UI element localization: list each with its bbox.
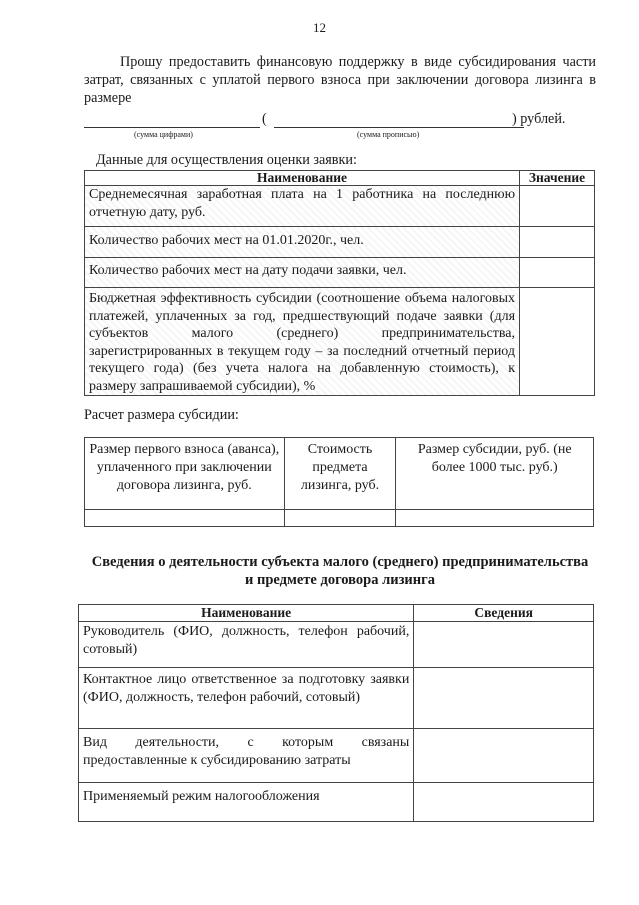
subsidy-amount-cell[interactable] — [396, 510, 594, 527]
section-title-line-1: Сведения о деятельности субъекта малого (среднего) предпринимательства — [91, 554, 589, 570]
details-cell[interactable] — [414, 622, 594, 668]
open-paren: ( — [262, 111, 267, 127]
row-label: Количество рабочих мест на дату подачи заявки, чел. — [85, 258, 520, 288]
row-label: Применяемый режим налогообложения — [79, 783, 414, 822]
table-row — [85, 186, 595, 227]
row-label: Руководитель (ФИО, должность, телефон рабочий, сотовый) — [79, 622, 414, 668]
header-first-payment: Размер первого взноса (аванса), уплаченного при заключении договора лизинга, руб. — [85, 438, 285, 510]
amount-words-label: (сумма прописью) — [357, 130, 420, 139]
value-cell[interactable] — [520, 186, 595, 227]
table-row — [85, 258, 595, 288]
calculation-caption: Расчет размера субсидии: — [84, 407, 239, 423]
first-payment-cell[interactable] — [85, 510, 285, 527]
header-lease-cost: Стоимость предмета лизинга, руб. — [284, 438, 396, 510]
header-name: Наименование — [79, 605, 414, 622]
table-row — [85, 288, 595, 396]
row-label: Контактное лицо ответственное за подготовку заявки (ФИО, должность, телефон рабочий, сотовый) — [79, 668, 414, 729]
amount-digits-label: (сумма цифрами) — [134, 130, 193, 139]
row-label: Вид деятельности, с которым связаны предоставленные к субсидированию затраты — [79, 729, 414, 783]
details-cell[interactable] — [414, 668, 594, 729]
evaluation-caption: Данные для осуществления оценки заявки: — [96, 152, 357, 168]
row-label: Бюджетная эффективность субсидии (соотношение объема налоговых платежей, уплаченных за год, предшествующий подаче заявки (для субъектов малого (среднего) предпринимательства, зарегистрированных в текущем году – за последний отчетный период текущего года) (без учета налога на добавленную стоимость), к размеру запрашиваемой субсидии), % — [85, 288, 520, 396]
table-row — [79, 783, 594, 822]
amount-line — [84, 110, 596, 130]
value-cell[interactable] — [520, 288, 595, 396]
table-row — [79, 668, 594, 729]
value-cell[interactable] — [520, 258, 595, 288]
table-header-row — [85, 171, 595, 186]
header-value: Значение — [520, 171, 595, 186]
info-table — [78, 604, 594, 822]
header-name: Наименование — [85, 171, 520, 186]
section-title-line-2: и предмете договора лизинга — [245, 572, 435, 588]
table-row — [85, 510, 594, 527]
page-number: 12 — [313, 20, 326, 35]
request-paragraph — [84, 53, 596, 107]
table-header-row — [85, 438, 594, 510]
header-details: Сведения — [414, 605, 594, 622]
amount-digits-field[interactable] — [84, 127, 260, 128]
value-cell[interactable] — [520, 227, 595, 258]
calculation-table — [84, 437, 594, 527]
details-cell[interactable] — [414, 729, 594, 783]
currency-label: ) рублей. — [512, 111, 566, 127]
amount-words-field[interactable] — [274, 127, 524, 128]
header-subsidy-amount: Размер субсидии, руб. (не более 1000 тыс. руб.) — [396, 438, 594, 510]
section-title — [40, 553, 639, 589]
table-row — [85, 227, 595, 258]
table-row — [79, 729, 594, 783]
lease-cost-cell[interactable] — [284, 510, 396, 527]
table-header-row — [79, 605, 594, 622]
row-label: Среднемесячная заработная плата на 1 работника на последнюю отчетную дату, руб. — [85, 186, 520, 227]
table-row — [79, 622, 594, 668]
evaluation-table — [84, 170, 595, 396]
request-text: Прошу предоставить финансовую поддержку в виде субсидирования части затрат, связанных с уплатой первого взноса при заключении договора лизинга в размере — [84, 54, 596, 106]
details-cell[interactable] — [414, 783, 594, 822]
row-label: Количество рабочих мест на 01.01.2020г., чел. — [85, 227, 520, 258]
